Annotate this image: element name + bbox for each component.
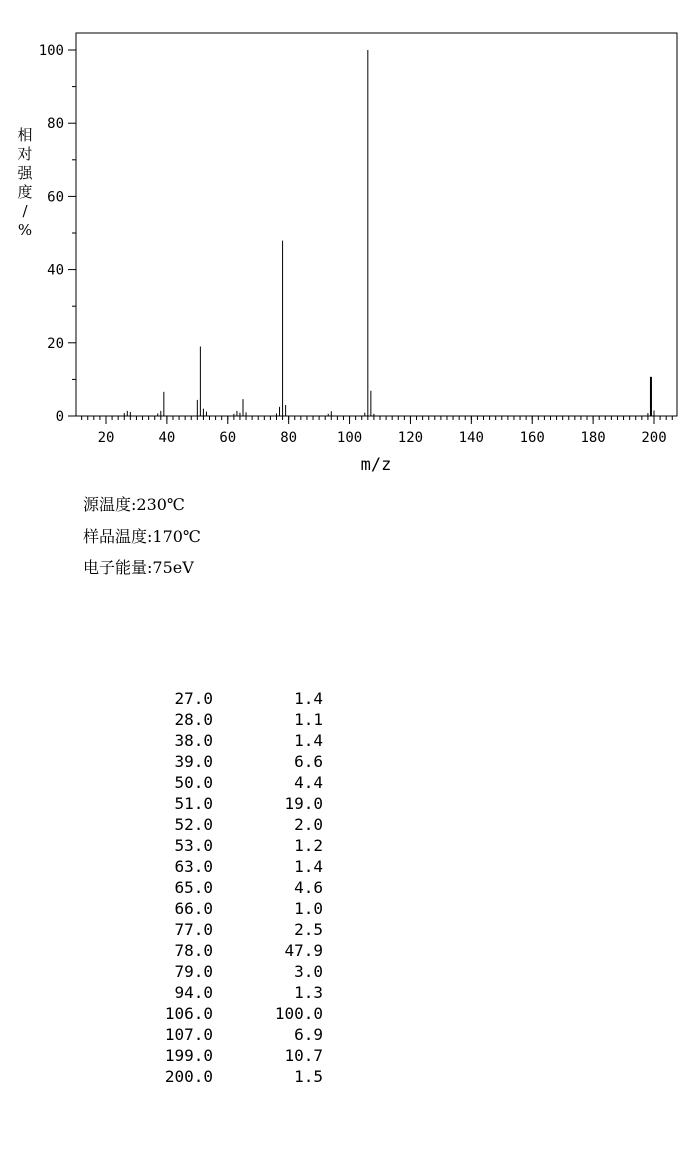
peak-intensity-value: 1.1: [294, 710, 323, 729]
acquisition-conditions: [83, 492, 201, 587]
table-row: [150, 1066, 323, 1087]
peak-mz-value: 50.0: [174, 773, 213, 792]
peak-mz-value: 78.0: [174, 941, 213, 960]
peak-intensity-value: 1.2: [294, 836, 323, 855]
table-row: [150, 940, 323, 961]
y-axis-label: [17, 126, 33, 239]
peak-intensity-value: 1.4: [294, 857, 323, 876]
table-row: [150, 1024, 323, 1045]
x-tick-label: 60: [219, 430, 237, 446]
peak-table: [150, 688, 323, 1087]
y-tick-label: 40: [47, 262, 64, 279]
x-tick-label: 40: [158, 430, 176, 446]
peak-intensity-value: 1.3: [294, 983, 323, 1002]
y-axis-label-char: 强: [17, 164, 33, 182]
x-tick-label: 160: [519, 430, 545, 446]
x-tick-label: 100: [336, 430, 363, 446]
peak-mz-value: 63.0: [174, 857, 213, 876]
table-row: [150, 793, 323, 814]
peak-intensity-value: 47.9: [284, 941, 323, 960]
table-row: [150, 1045, 323, 1066]
table-row: [150, 856, 323, 877]
peak-intensity-value: 3.0: [294, 962, 323, 981]
peak-mz-value: 79.0: [174, 962, 213, 981]
peak-mz-value: 39.0: [174, 752, 213, 771]
spectrum-peaks: [124, 50, 654, 416]
table-row: [150, 814, 323, 835]
x-minor-ticks: [82, 416, 673, 420]
peak-mz-value: 65.0: [174, 878, 213, 897]
y-tick-label: 0: [55, 409, 64, 425]
x-tick-label: 20: [97, 430, 115, 446]
y-axis-label-char: 度: [17, 183, 33, 201]
peak-mz-value: 53.0: [174, 836, 213, 855]
peak-intensity-value: 4.4: [294, 773, 323, 792]
mass-spectrum-chart: [0, 0, 687, 480]
x-tick-label: 80: [280, 430, 298, 446]
table-row: [150, 751, 323, 772]
plot-frame: [76, 33, 677, 416]
table-row: [150, 709, 323, 730]
table-row: [150, 688, 323, 709]
y-tick-label: 20: [47, 335, 64, 352]
x-tick-label: 200: [641, 430, 667, 446]
peak-mz-value: 66.0: [174, 899, 213, 918]
peak-mz-value: 38.0: [174, 731, 213, 750]
peak-mz-value: 107.0: [164, 1025, 213, 1044]
x-tick-label: 140: [458, 430, 484, 446]
x-tick-label: 120: [397, 430, 424, 446]
peak-intensity-value: 2.5: [294, 920, 323, 939]
peak-intensity-value: 100.0: [274, 1004, 323, 1023]
peak-mz-value: 94.0: [174, 983, 213, 1002]
table-row: [150, 730, 323, 751]
x-tick-label: 180: [580, 430, 606, 446]
peak-mz-value: 106.0: [164, 1004, 213, 1023]
peak-intensity-value: 19.0: [284, 794, 323, 813]
peak-mz-value: 200.0: [164, 1067, 213, 1086]
peak-intensity-value: 2.0: [294, 815, 323, 834]
peak-intensity-value: 1.4: [294, 731, 323, 750]
y-tick-label: 80: [47, 116, 64, 133]
y-axis-label-char: 相: [17, 126, 33, 144]
table-row: [150, 835, 323, 856]
peak-mz-value: 199.0: [164, 1046, 213, 1065]
y-tick-label: 100: [38, 43, 64, 59]
table-row: [150, 961, 323, 982]
peak-mz-value: 28.0: [174, 710, 213, 729]
table-row: [150, 772, 323, 793]
peak-intensity-value: 6.6: [294, 752, 323, 771]
peak-mz-value: 51.0: [174, 794, 213, 813]
y-tick-label: 60: [47, 189, 64, 206]
y-axis-label-char: %: [17, 221, 33, 239]
peak-intensity-value: 1.5: [294, 1067, 323, 1086]
peak-intensity-value: 4.6: [294, 878, 323, 897]
table-row: [150, 982, 323, 1003]
table-row: [150, 919, 323, 940]
peak-intensity-value: 10.7: [284, 1046, 323, 1065]
peak-mz-value: 52.0: [174, 815, 213, 834]
peak-intensity-value: 1.4: [294, 689, 323, 708]
sample-temperature: 样品温度:170℃: [83, 526, 201, 546]
y-axis-ticks: [39, 43, 76, 425]
y-axis-label-char: 对: [17, 145, 33, 163]
y-axis-label-char: /: [22, 202, 28, 220]
peak-intensity-value: 1.0: [294, 899, 323, 918]
peak-mz-value: 77.0: [174, 920, 213, 939]
x-axis-label: m/z: [360, 455, 392, 475]
table-row: [150, 1003, 323, 1024]
table-row: [150, 898, 323, 919]
table-row: [150, 877, 323, 898]
source-temperature: 源温度:230℃: [83, 495, 185, 514]
electron-energy: 电子能量:75eV: [83, 558, 194, 577]
peak-mz-value: 27.0: [174, 689, 213, 708]
x-axis-ticks: [98, 416, 667, 446]
peak-intensity-value: 6.9: [294, 1025, 323, 1044]
